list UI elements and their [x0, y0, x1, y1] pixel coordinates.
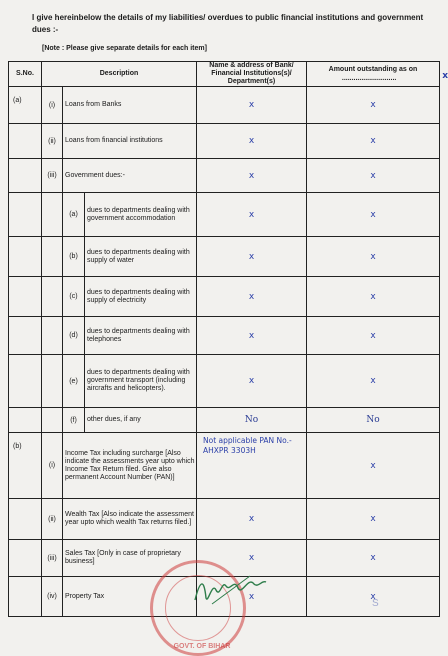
row-sub-letter: (c): [63, 277, 85, 317]
row-sub-number: [42, 355, 63, 408]
row-sub-number: (ii): [42, 499, 63, 540]
row-sno: (a): [9, 87, 42, 124]
row-sub-number: (ii): [42, 124, 63, 159]
row-sno: (b): [9, 433, 42, 499]
row-amount-value: x: [307, 87, 440, 124]
row-sub-number: (iii): [42, 159, 63, 193]
row-sub-number: (iii): [42, 540, 63, 577]
row-sub-letter: (f): [63, 408, 85, 433]
section-heading: I give hereinbelow the details of my liabilities/ overdues to public financial institutions and government dues :-: [32, 13, 424, 34]
row-amount-value: x: [307, 159, 440, 193]
table-row: [9, 408, 440, 433]
row-description: dues to departments dealing with telephones: [85, 317, 197, 355]
row-bank-value: x: [197, 87, 307, 124]
table-row: [9, 317, 440, 355]
row-bank-value: x: [197, 317, 307, 355]
row-amount-value: x: [307, 193, 440, 237]
row-amount-value: x: [307, 355, 440, 408]
col-header-description: Description: [42, 62, 197, 87]
row-sno: [9, 237, 42, 277]
row-description: Government dues:-: [63, 159, 197, 193]
row-bank-value: x: [197, 355, 307, 408]
col-header-amount: [307, 62, 448, 87]
col-header-bank: Name & address of Bank/ Financial Institutions(s)/ Department(s): [197, 62, 307, 87]
faint-mark: S: [372, 598, 379, 609]
row-sub-number: (i): [42, 433, 63, 499]
row-amount-value: x: [307, 499, 440, 540]
row-sno: [9, 277, 42, 317]
table-header-row: [9, 62, 440, 87]
row-sno: [9, 355, 42, 408]
row-bank-value: No: [197, 408, 307, 433]
table-row: [9, 355, 440, 408]
row-sno: [9, 193, 42, 237]
row-description: other dues, if any: [85, 408, 197, 433]
table-row: [9, 159, 440, 193]
row-description: dues to departments dealing with government transport (including aircrafts and helicopters).: [85, 355, 197, 408]
row-sno: [9, 540, 42, 577]
row-bank-value: x: [197, 159, 307, 193]
table-row: [9, 87, 440, 124]
row-description: Loans from financial institutions: [63, 124, 197, 159]
row-sno: [9, 159, 42, 193]
row-sno: [9, 408, 42, 433]
row-bank-value: x: [197, 124, 307, 159]
table-row: [9, 277, 440, 317]
row-bank-value: x: [197, 499, 307, 540]
row-sno: [9, 124, 42, 159]
row-description: dues to departments dealing with supply of water: [85, 237, 197, 277]
signature: [190, 570, 270, 610]
row-sub-number: (iv): [42, 577, 63, 617]
liabilities-table: [8, 61, 448, 617]
col-header-sno: S.No.: [9, 62, 42, 87]
table-row: [9, 124, 440, 159]
amount-header-mark: x: [442, 70, 448, 81]
row-description: Income Tax including surcharge [Also indicate the assessments year upto which Income Tax Return filed. Give also permanent Account Number (PAN)]: [63, 433, 197, 499]
row-amount-value: x: [307, 124, 440, 159]
row-bank-value: x: [197, 193, 307, 237]
row-sub-number: [42, 408, 63, 433]
row-sub-letter: (a): [63, 193, 85, 237]
row-amount-value: x: [307, 317, 440, 355]
row-amount-value: x: [307, 433, 440, 499]
row-amount-value: x: [307, 540, 440, 577]
col-header-amount-label: Amount outstanding as on ............................: [328, 65, 418, 82]
row-bank-value: x: [197, 540, 307, 577]
note-text: [Note : Please give separate details for each item]: [42, 45, 207, 52]
row-description: Property Tax: [63, 577, 197, 617]
seal-text: GOVT. OF BIHAR: [173, 643, 231, 650]
row-amount-value: No: [307, 408, 440, 433]
row-sub-number: [42, 277, 63, 317]
row-description: Wealth Tax [Also indicate the assessment year upto which wealth Tax returns filed.]: [63, 499, 197, 540]
row-amount-value: x: [307, 577, 440, 617]
row-sno: [9, 317, 42, 355]
row-sub-number: [42, 193, 63, 237]
row-bank-value: Not applicable PAN No.- AHXPR 3303H: [197, 433, 307, 499]
row-bank-value: x: [197, 277, 307, 317]
row-description: dues to departments dealing with supply of electricity: [85, 277, 197, 317]
row-sno: [9, 577, 42, 617]
row-bank-value: x: [197, 237, 307, 277]
row-sno: [9, 499, 42, 540]
row-sub-letter: (d): [63, 317, 85, 355]
table-row: [9, 237, 440, 277]
row-description: Loans from Banks: [63, 87, 197, 124]
row-description: Sales Tax [Only in case of proprietary business]: [63, 540, 197, 577]
table-row: [9, 433, 440, 499]
row-sub-number: [42, 317, 63, 355]
row-sub-number: [42, 237, 63, 277]
row-bank-value: x: [197, 577, 307, 617]
row-sub-number: (i): [42, 87, 63, 124]
row-sub-letter: (b): [63, 237, 85, 277]
table-row: [9, 193, 440, 237]
row-amount-value: x: [307, 237, 440, 277]
table-row: [9, 499, 440, 540]
row-description: dues to departments dealing with government accommodation: [85, 193, 197, 237]
row-sub-letter: (e): [63, 355, 85, 408]
row-amount-value: x: [307, 277, 440, 317]
